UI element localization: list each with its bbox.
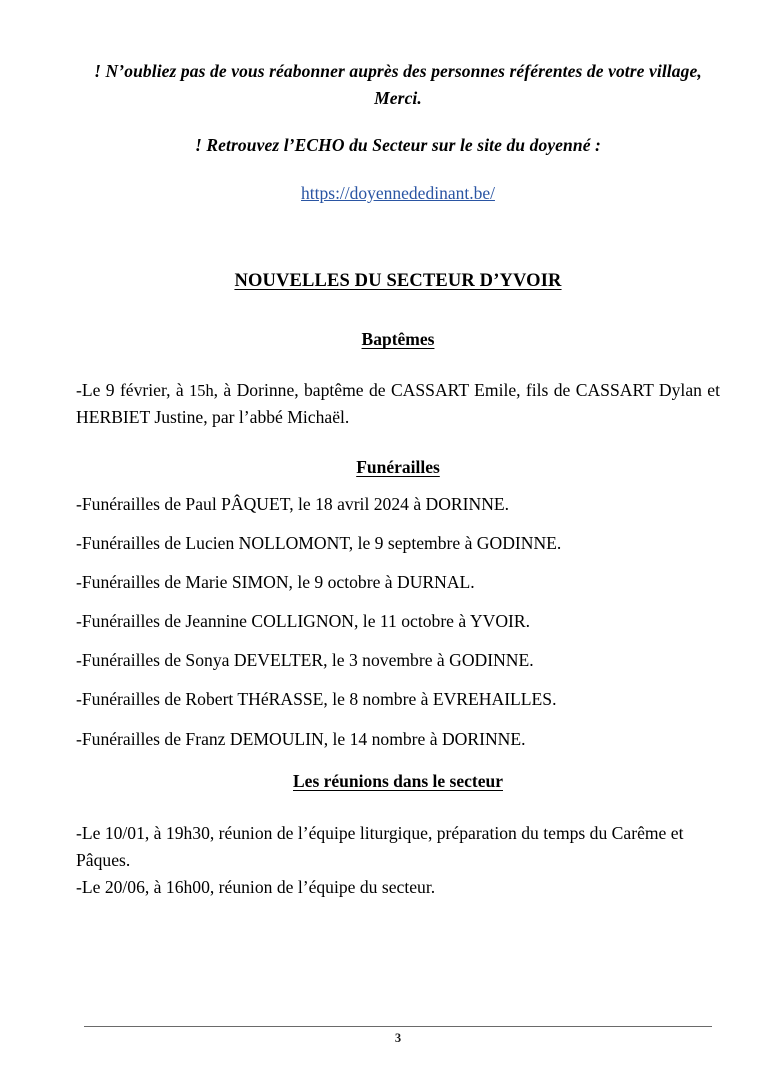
section-heading-baptemes-text: Baptêmes <box>361 329 435 350</box>
baptism-text-after-time: , à Dorinne, baptême de CASSART Emile, fils de CASSART Dylan et HERBIET Justine, par l’abbé Michaël. <box>76 380 720 428</box>
page-number: 3 <box>394 1031 402 1045</box>
reunion-entry-first: -Le 10/01, à 19h30, réunion de l’équipe liturgique, préparation du temps du Carême et Pâques. <box>76 823 684 870</box>
notice-reabonnement: ! N’oubliez pas de vous réabonner auprès des personnes référentes de votre village, Merci. <box>94 61 702 108</box>
baptism-time: 15h <box>189 381 214 401</box>
notices-block <box>76 0 720 205</box>
footer-divider <box>84 1026 712 1027</box>
reunion-entry-second: -Le 20/06, à 16h00, réunion de l’équipe du secteur. <box>76 876 436 897</box>
section-heading-reunions <box>76 748 720 792</box>
url-line <box>76 181 720 206</box>
baptism-text-before-time: -Le 9 février, à <box>76 380 190 401</box>
funerailles-list <box>76 478 720 748</box>
page-footer <box>84 1026 712 1046</box>
list-item: -Funérailles de Robert THéRASSE, le 8 nombre à EVREHAILLES. <box>76 689 557 710</box>
page-title <box>76 205 720 292</box>
doyenne-website-link[interactable]: https://doyennededinant.be/ <box>301 182 495 203</box>
page-content <box>76 0 720 900</box>
baptism-paragraph <box>76 350 720 431</box>
list-item: -Funérailles de Jeannine COLLIGNON, le 11 octobre à YVOIR. <box>76 611 531 632</box>
section-heading-baptemes <box>76 292 720 350</box>
list-item: -Funérailles de Franz DEMOULIN, le 14 nombre à DORINNE. <box>76 728 526 749</box>
section-heading-funerailles <box>76 431 720 478</box>
section-heading-funerailles-text: Funérailles <box>356 456 440 477</box>
notice-echo-site: ! Retrouvez l’ECHO du Secteur sur le site du doyenné : <box>195 135 601 156</box>
list-item: -Funérailles de Lucien NOLLOMONT, le 9 septembre à GODINNE. <box>76 533 562 554</box>
section-heading-reunions-text: Les réunions dans le secteur <box>293 771 503 792</box>
list-item: -Funérailles de Paul PÂQUET, le 18 avril 2024 à DORINNE. <box>76 493 510 514</box>
list-item: -Funérailles de Sonya DEVELTER, le 3 novembre à GODINNE. <box>76 650 534 671</box>
list-item: -Funérailles de Marie SIMON, le 9 octobre à DURNAL. <box>76 572 475 593</box>
page-title-text: NOUVELLES DU SECTEUR D’YVOIR <box>234 271 562 292</box>
